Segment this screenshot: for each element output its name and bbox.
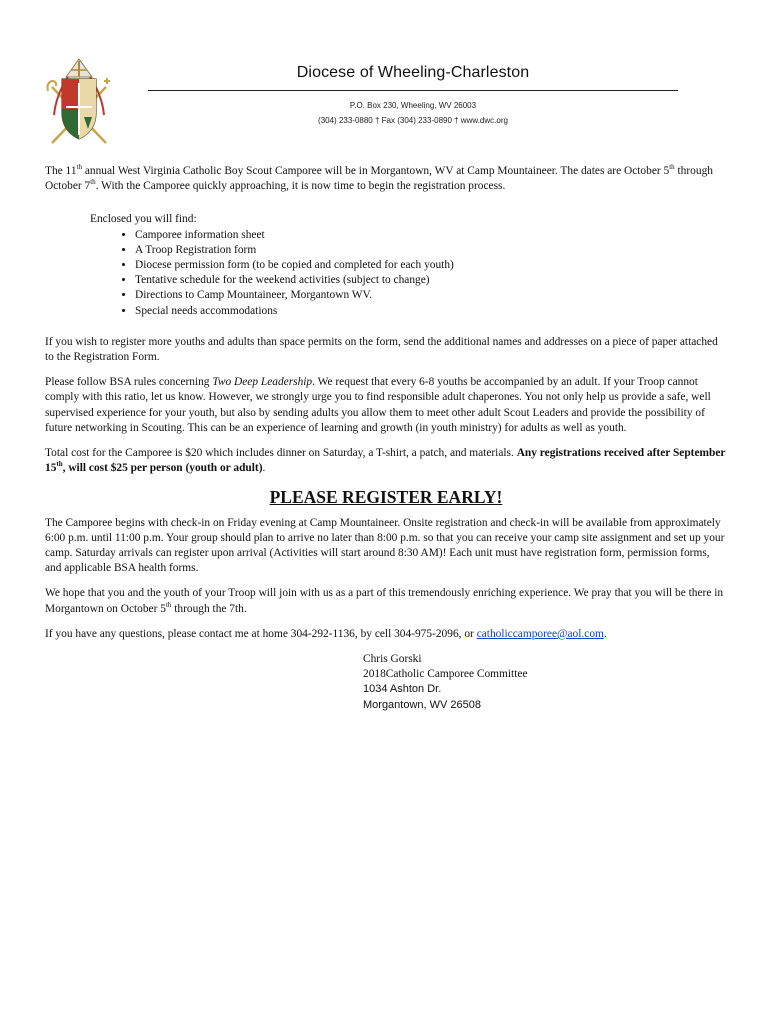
cost-paragraph (45, 446, 727, 476)
letterhead-address (148, 98, 678, 128)
enclosed-section (90, 212, 727, 318)
intro-sup-3: th (90, 178, 96, 187)
intro-text-c: through October 7 (45, 165, 713, 193)
intro-text-a: The 11 (45, 165, 77, 177)
hope-paragraph (45, 586, 727, 616)
letter-body (45, 164, 727, 713)
enclosed-list (90, 228, 727, 319)
letterhead-org-name (148, 64, 678, 82)
address-line-1: P.O. Box 230, Wheeling, WV 26003 (349, 101, 477, 110)
signature-name: Chris Gorski (363, 653, 422, 666)
signature-street: 1034 Ashton Dr. (363, 683, 442, 696)
intro-sup-1: th (76, 163, 82, 172)
hope-sup: th (165, 600, 172, 609)
hope-text-a: We hope that you and the youth of your Troop will join with us as a part of this tremendously enriching experience. We pray that you will be there in Morgantown on October 5 (45, 587, 724, 615)
cost-end: . (262, 462, 266, 475)
contact-end: . (603, 627, 607, 640)
two-deep-leadership-term: Two Deep Leadership (212, 376, 313, 389)
intro-text-b: annual West Virginia Catholic Boy Scout Camporee will be in Morgantown, WV at Camp Mountaineer. The dates are October 5 (81, 165, 670, 177)
address-line-2: (304) 233-0880 † Fax (304) 233-0890 † www.dwc.org (318, 116, 508, 125)
cost-bold-a: Any registrations received after September 15 (45, 447, 726, 475)
intro-text-d: . With the Camporee quickly approaching, it is now time to begin the registration process. (95, 180, 506, 193)
hope-text-b: through the 7th. (171, 602, 247, 615)
bsa-rules-paragraph (45, 375, 727, 436)
enclosed-title: Enclosed you will find: (90, 213, 197, 226)
intro-paragraph (45, 164, 727, 194)
checkin-paragraph: The Camporee begins with check-in on Friday evening at Camp Mountaineer. Onsite registration and check-in will be available from approximately 6:00 p.m. until 11:00 p.m. Your group should plan to arrive no later than 8:00 p.m. so that you can receive your camp site assignment and set up your camp. Saturday arrivals can register upon arrival (Activities will start around 8:30 AM)! Each unit must have registration form, permission forms, and applicable BSA health forms. (45, 516, 725, 575)
list-item: • A Troop Registration form (135, 243, 727, 258)
list-item: • Special needs accommodations (135, 304, 727, 319)
org-name: Diocese of Wheeling-Charleston (296, 64, 530, 81)
list-item: • Tentative schedule for the weekend activities (subject to change) (135, 273, 727, 288)
signature-block (363, 652, 727, 713)
signature-city: Morgantown, WV 26508 (363, 698, 482, 711)
contact-text: If you have any questions, please contact me at home 304-292-1136, by cell 304-975-2096, or (45, 627, 477, 640)
list-item: • Camporee information sheet (135, 228, 727, 243)
register-early-heading: PLEASE REGISTER EARLY! (269, 487, 503, 508)
bsa-text-b: . We request that every 6-8 youths be accompanied by an adult. If your Troop cannot comply with this ratio, let us know. However, we strongly urge you to find responsible adult chaperones. You not only help us provide a safe, well supervised experience for your youth, but also by sending adults you allow them to meet other adult Scout Leaders and provide the possibility of future networking in Scouting. This can be an experience of learning and growth (in youth ministry) for adults as well as youth. (45, 376, 711, 434)
diocese-coat-of-arms-logo (44, 55, 114, 147)
cost-bold-b: , will cost $25 per person (youth or adult) (62, 462, 263, 475)
letterhead-divider (148, 90, 678, 91)
additional-registrants-paragraph: If you wish to register more youths and adults than space permits on the form, send the additional names and addresses on a piece of paper attached to the Registration Form. (45, 335, 718, 364)
list-item: • Diocese permission form (to be copied and completed for each youth) (135, 258, 727, 273)
email-link[interactable]: catholiccamporee@aol.com (476, 627, 604, 640)
bsa-text-a: Please follow BSA rules concerning (45, 376, 213, 389)
list-item: • Directions to Camp Mountaineer, Morgantown WV. (135, 288, 727, 303)
contact-paragraph (45, 627, 727, 642)
intro-sup-2: th (669, 163, 675, 172)
cost-text-a: Total cost for the Camporee is $20 which includes dinner on Saturday, a T-shirt, a patch, and materials. (45, 447, 517, 460)
cost-sup: th (56, 460, 63, 469)
signature-committee: 2018Catholic Camporee Committee (363, 668, 528, 681)
